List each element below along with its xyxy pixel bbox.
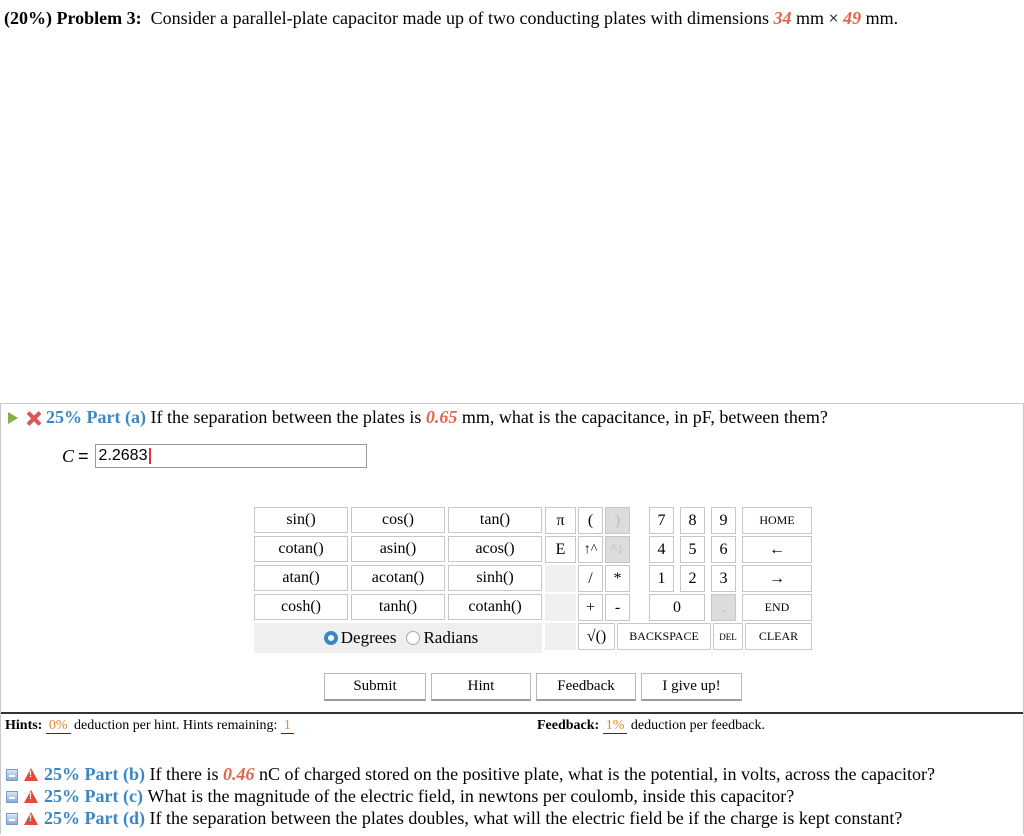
rparen-button[interactable]: ) bbox=[605, 507, 630, 534]
part-d-label: 25% Part (d) bbox=[44, 808, 145, 828]
part-a-value: 0.65 bbox=[425, 407, 458, 427]
sqrt-button[interactable]: √() bbox=[578, 623, 615, 650]
hints-text: deduction per hint. Hints remaining: bbox=[74, 718, 278, 733]
multiply-button[interactable]: * bbox=[605, 565, 630, 592]
acos-button[interactable]: acos() bbox=[448, 536, 542, 562]
cos-button[interactable]: cos() bbox=[351, 507, 445, 533]
hints-remaining: 1 bbox=[281, 718, 294, 734]
part-a-label: 25% Part (a) bbox=[46, 407, 146, 427]
feedback-deduction: 1% bbox=[603, 718, 628, 734]
key-7[interactable]: 7 bbox=[649, 507, 674, 534]
key-5[interactable]: 5 bbox=[680, 536, 705, 563]
text-caret bbox=[149, 448, 151, 464]
part-c-question-text: What is the magnitude of the electric field, in newtons per coulomb, inside this capacitor? bbox=[147, 786, 795, 806]
plus-button[interactable]: + bbox=[578, 594, 603, 621]
function-pad bbox=[254, 507, 542, 653]
minus-button[interactable]: - bbox=[605, 594, 630, 621]
cotan-button[interactable]: cotan() bbox=[254, 536, 348, 562]
key-4[interactable]: 4 bbox=[649, 536, 674, 563]
atan-button[interactable]: atan() bbox=[254, 565, 348, 591]
key-2[interactable]: 2 bbox=[680, 565, 705, 592]
key-8[interactable]: 8 bbox=[680, 507, 705, 534]
incorrect-x-icon bbox=[26, 411, 40, 425]
dimension-1-unit: mm × bbox=[795, 8, 839, 28]
warning-icon bbox=[24, 768, 38, 781]
backspace-button[interactable]: BACKSPACE bbox=[617, 623, 711, 650]
hints-deduction: 0% bbox=[46, 718, 71, 734]
tanh-button[interactable]: tanh() bbox=[351, 594, 445, 620]
answer-variable: C bbox=[62, 445, 75, 466]
part-a-question-after: mm, what is the capacitance, in pF, between them? bbox=[461, 407, 828, 427]
degrees-radio[interactable] bbox=[324, 631, 338, 645]
end-button[interactable]: END bbox=[742, 594, 812, 621]
part-a-question-before: If the separation between the plates is bbox=[150, 407, 422, 427]
sin-button[interactable]: sin() bbox=[254, 507, 348, 533]
part-b-label: 25% Part (b) bbox=[44, 764, 145, 784]
radians-label: Radians bbox=[423, 628, 479, 647]
blank-key bbox=[545, 565, 576, 592]
sinh-button[interactable]: sinh() bbox=[448, 565, 542, 591]
key-6[interactable]: 6 bbox=[711, 536, 736, 563]
right-arrow-button[interactable]: → bbox=[742, 565, 812, 592]
part-b-question-after: nC of charged stored on the positive plate, what is the potential, in volts, across the capacitor? bbox=[258, 764, 935, 784]
clear-button[interactable]: CLEAR bbox=[745, 623, 812, 650]
answer-input[interactable] bbox=[95, 444, 367, 468]
feedback-button[interactable]: Feedback bbox=[536, 673, 636, 701]
give-up-button[interactable]: I give up! bbox=[641, 673, 742, 701]
part-d-question[interactable] bbox=[6, 808, 902, 829]
submit-button[interactable]: Submit bbox=[324, 673, 426, 701]
part-a-question bbox=[8, 407, 828, 428]
decimal-button[interactable]: . bbox=[711, 594, 736, 621]
key-9[interactable]: 9 bbox=[711, 507, 736, 534]
asin-button[interactable]: asin() bbox=[351, 536, 445, 562]
part-b-value: 0.46 bbox=[222, 764, 255, 784]
home-button[interactable]: HOME bbox=[742, 507, 812, 534]
divide-button[interactable]: / bbox=[578, 565, 603, 592]
warning-icon bbox=[24, 812, 38, 825]
feedback-label: Feedback: bbox=[537, 718, 600, 733]
cotanh-button[interactable]: cotanh() bbox=[448, 594, 542, 620]
cosh-button[interactable]: cosh() bbox=[254, 594, 348, 620]
feedback-info bbox=[537, 718, 765, 734]
key-1[interactable]: 1 bbox=[649, 565, 674, 592]
part-b-question-before: If there is bbox=[149, 764, 219, 784]
hints-info bbox=[5, 718, 294, 734]
blank-key bbox=[545, 623, 576, 650]
tan-button[interactable]: tan() bbox=[448, 507, 542, 533]
part-b-question[interactable] bbox=[6, 764, 935, 785]
key-0[interactable]: 0 bbox=[649, 594, 705, 621]
key-3[interactable]: 3 bbox=[711, 565, 736, 592]
lparen-button[interactable]: ( bbox=[578, 507, 603, 534]
part-c-question[interactable] bbox=[6, 786, 794, 807]
dimension-2-unit: mm. bbox=[865, 8, 899, 28]
e-button[interactable]: E bbox=[545, 536, 576, 563]
answer-value: 2.2683 bbox=[98, 447, 148, 464]
answer-equals: = bbox=[78, 445, 89, 466]
dimension-2: 49 bbox=[843, 8, 862, 28]
collapse-icon[interactable] bbox=[6, 791, 18, 803]
problem-statement bbox=[4, 8, 898, 29]
answer-row bbox=[62, 444, 367, 468]
radians-radio[interactable] bbox=[406, 631, 420, 645]
down-caret-button[interactable]: ^↓ bbox=[605, 536, 630, 563]
feedback-text: deduction per feedback. bbox=[630, 718, 765, 733]
warning-icon bbox=[24, 790, 38, 803]
part-d-question-text: If the separation between the plates doubles, what will the electric field be if the charge is kept constant? bbox=[149, 808, 903, 828]
blank-key bbox=[545, 594, 576, 621]
hint-button[interactable]: Hint bbox=[431, 673, 531, 701]
up-caret-button[interactable]: ↑^ bbox=[578, 536, 603, 563]
hints-label: Hints: bbox=[5, 718, 43, 733]
part-c-label: 25% Part (c) bbox=[44, 786, 143, 806]
play-icon[interactable] bbox=[8, 412, 18, 424]
collapse-icon[interactable] bbox=[6, 769, 18, 781]
degrees-label: Degrees bbox=[340, 628, 397, 647]
problem-label: (20%) Problem 3: bbox=[4, 8, 142, 28]
del-button[interactable]: DEL bbox=[713, 623, 743, 650]
acotan-button[interactable]: acotan() bbox=[351, 565, 445, 591]
collapse-icon[interactable] bbox=[6, 813, 18, 825]
problem-text: Consider a parallel-plate capacitor made up of two conducting plates with dimensions bbox=[150, 8, 769, 28]
pi-button[interactable]: π bbox=[545, 507, 576, 534]
left-arrow-button[interactable]: ← bbox=[742, 536, 812, 563]
dimension-1: 34 bbox=[773, 8, 792, 28]
angle-mode-row bbox=[254, 623, 542, 653]
